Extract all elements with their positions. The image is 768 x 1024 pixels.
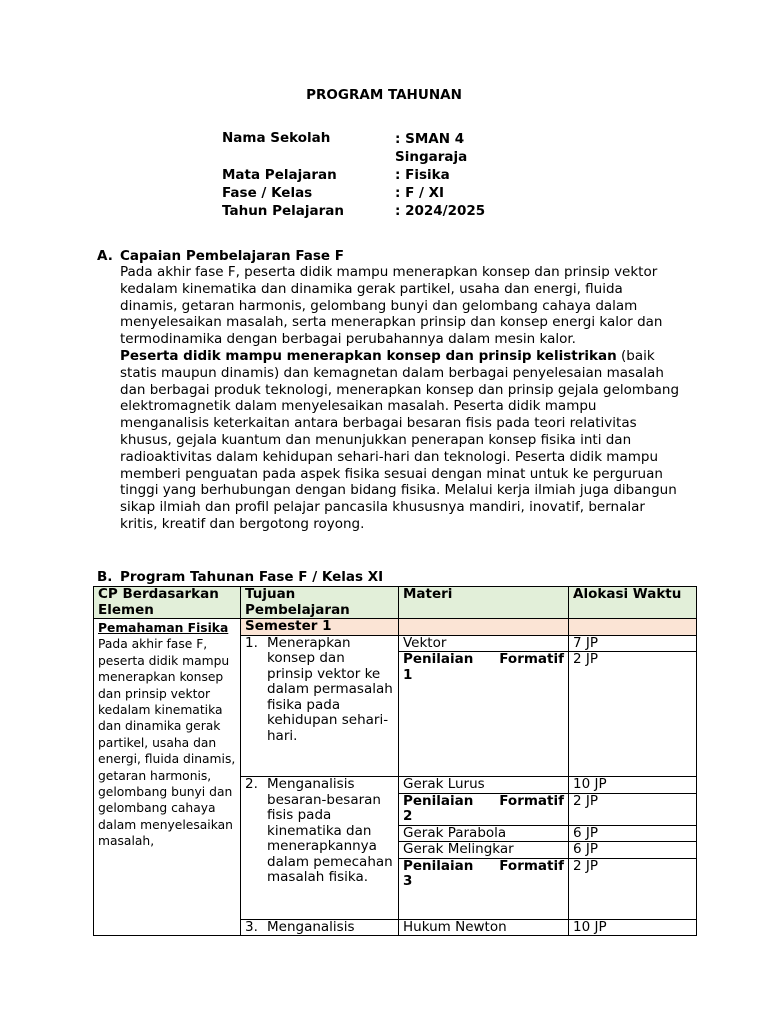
info-value-subject: : Fisika	[395, 167, 450, 183]
cp-element-title: Pemahaman Fisika	[98, 621, 229, 635]
header-materi: Materi	[399, 587, 569, 619]
info-value-year: : 2024/2025	[395, 203, 486, 219]
formatif-2-word-b: Formatif	[499, 792, 564, 809]
alokasi-gerak-lurus: 10 JP	[569, 777, 697, 794]
materi-formatif-2	[399, 793, 569, 825]
info-label-class: Fase / Kelas	[222, 185, 313, 201]
info-label-school: Nama Sekolah	[222, 130, 331, 146]
alokasi-gerak-parabola: 6 JP	[569, 825, 697, 842]
section-b-title: Program Tahunan Fase F / Kelas XI	[120, 569, 384, 585]
cp-cell	[94, 619, 241, 936]
semester-fill-materi	[399, 619, 569, 636]
semester-row	[94, 619, 697, 636]
page-title: PROGRAM TAHUNAN	[306, 87, 462, 103]
formatif-3-word-b: Formatif	[499, 857, 564, 874]
tp-text: Menganalisis	[267, 918, 355, 935]
info-label-subject: Mata Pelajaran	[222, 167, 337, 183]
cp-element-text: Pada akhir fase F, peserta didik mampu menerapkan konsep dan prinsip vektor kedalam kinematika dan dinamika gerak partikel, usaha dan energi, fluida dinamis, getaran harmonis, gelombang bunyi dan gelombang cahaya dalam menyelesaikan masalah,	[98, 637, 236, 849]
materi-formatif-1	[399, 652, 569, 777]
header-tujuan: Tujuan Pembelajaran	[241, 587, 399, 619]
formatif-3-word-a: Penilaian	[403, 857, 474, 874]
materi-vektor: Vektor	[399, 635, 569, 652]
semester-label: Semester 1	[241, 619, 399, 636]
formatif-1-word-b: Formatif	[499, 651, 564, 667]
alokasi-vektor: 7 JP	[569, 635, 697, 652]
tp-cell-3	[241, 919, 399, 936]
materi-gerak-melingkar: Gerak Melingkar	[399, 842, 569, 859]
info-label-year: Tahun Pelajaran	[222, 203, 345, 219]
section-a-heading	[97, 248, 344, 264]
alokasi-formatif-2: 2 JP	[569, 793, 697, 825]
cp-paragraph-1: Pada akhir fase F, peserta didik mampu menerapkan konsep dan prinsip vektor kedalam kinematika dan dinamika gerak partikel, usaha dan energi, fluida dinamis, getaran harmonis, gelombang bunyi dan gelombang cahaya dalam menyelesaikan masalah, serta menerapkan prinsip dan konsep energi kalor dan termodinamika dengan berbagai perubahannya dalam mesin kalor.	[120, 264, 663, 348]
section-a-body	[120, 264, 680, 533]
section-b-heading	[97, 569, 383, 585]
formatif-3-number: 3	[403, 873, 413, 889]
tp-number: 1.	[245, 634, 258, 651]
materi-formatif-3	[399, 858, 569, 919]
materi-hukum-newton: Hukum Newton	[399, 919, 569, 936]
materi-gerak-parabola: Gerak Parabola	[399, 825, 569, 842]
tp-cell-2	[241, 777, 399, 920]
formatif-2-number: 2	[403, 808, 413, 824]
alokasi-gerak-melingkar: 6 JP	[569, 842, 697, 859]
cp-paragraph-2: (baik statis maupun dinamis) dan kemagnetan dalam berbagai penyelesaian masalah dan berbagai produk teknologi, menerapkan konsep dan prinsip gejala gelombang elektromagnetik dalam menyelesaikan masalah. Peserta didik mampu menganalisis keterkaitan antara berbagai besaran fisis pada teori relativitas khusus, gejala kuantum dan menunjukkan penerapan konsep fisika inti dan radioaktivitas dalam kehidupan sehari-hari dan teknologi. Peserta didik mampu memberi penguatan pada aspek fisika sesuai dengan minat untuk ke perguruan tinggi yang berhubungan dengan bidang fisika. Melalui kerja ilmiah juga dibangun sikap ilmiah dan profil pelajar pancasila khususnya mandiri, inovatif, bernalar kritis, kreatif dan bergotong royong.	[120, 347, 680, 532]
tp-text: Menerapkan konsep dan prinsip vektor ke dalam permasalah fisika pada kehidupan sehari-hari.	[267, 634, 393, 744]
alokasi-formatif-3: 2 JP	[569, 858, 697, 919]
formatif-2-word-a: Penilaian	[403, 792, 474, 809]
table-header-row	[94, 587, 697, 619]
section-a-title: Capaian Pembelajaran Fase F	[120, 248, 344, 264]
tp-cell-1	[241, 635, 399, 777]
formatif-1-number: 1	[403, 666, 413, 683]
header-cp: CP Berdasarkan Elemen	[94, 587, 241, 619]
section-a-letter: A.	[97, 248, 113, 264]
tp-number: 2.	[245, 776, 258, 792]
program-table	[93, 586, 697, 936]
cp-paragraph-2-bold: Peserta didik mampu menerapkan konsep dan prinsip kelistrikan	[120, 347, 617, 364]
formatif-1-word-a: Penilaian	[403, 651, 474, 667]
header-alokasi: Alokasi Waktu	[569, 587, 697, 619]
alokasi-hukum-newton: 10 JP	[569, 919, 697, 936]
semester-fill-alokasi	[569, 619, 697, 636]
materi-gerak-lurus: Gerak Lurus	[399, 777, 569, 794]
info-value-school: : SMAN 4 Singaraja	[395, 131, 468, 165]
tp-number: 3.	[245, 918, 258, 935]
tp-text: Menganalisis besaran-besaran fisis pada kinematika dan menerapkannya dalam pemecahan masalah fisika.	[267, 776, 393, 885]
alokasi-formatif-1: 2 JP	[569, 652, 697, 777]
info-value-class: : F / XI	[395, 185, 445, 201]
section-b-letter: B.	[97, 569, 113, 585]
